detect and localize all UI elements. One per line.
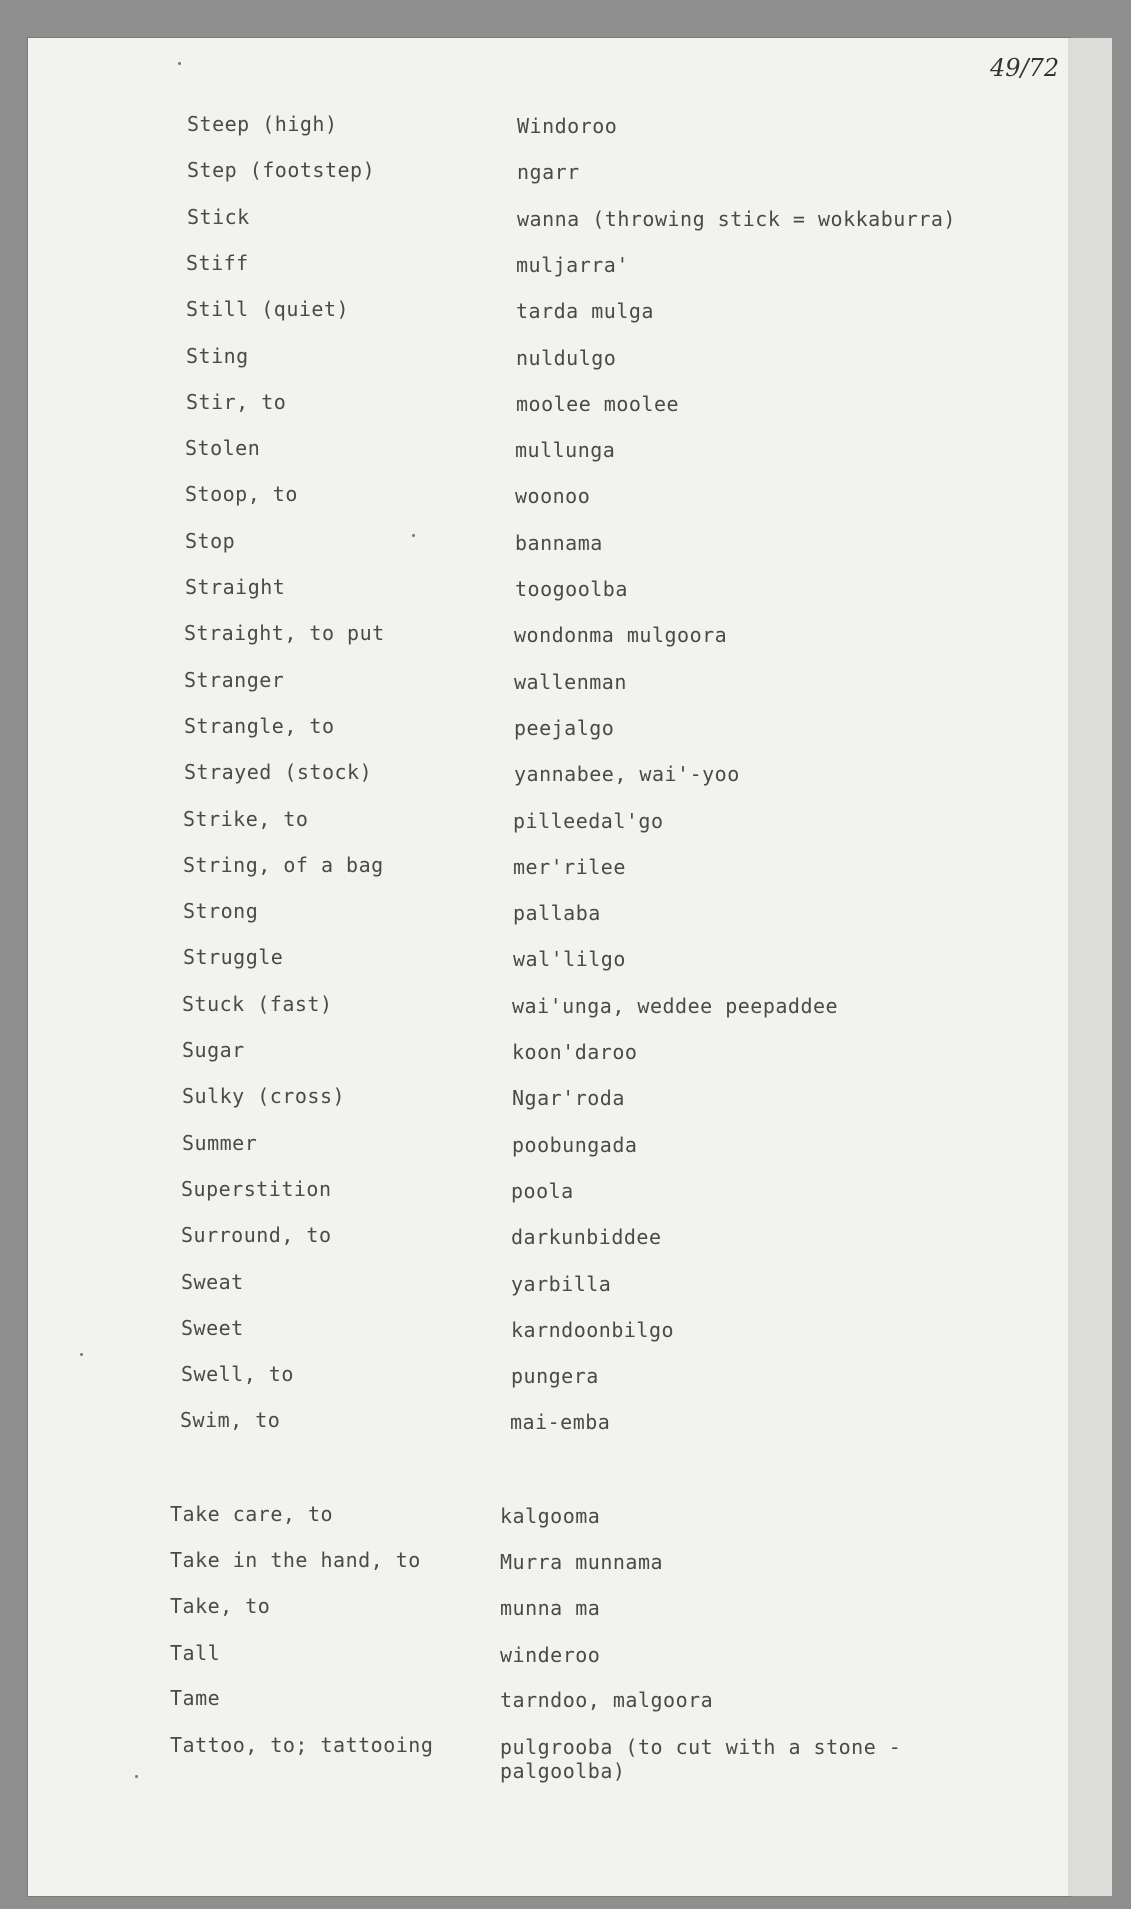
entry-definition: munna ma — [500, 1596, 601, 1620]
entry-term: Swell, to — [181, 1362, 294, 1386]
entry-term: Strayed (stock) — [184, 760, 373, 784]
entry-term: Step (footstep) — [187, 158, 376, 182]
entry-term: Strong — [183, 899, 259, 923]
entry-term: Strangle, to — [184, 714, 335, 738]
entry-term: Tame — [170, 1686, 221, 1710]
entry-term: Stick — [187, 205, 250, 229]
entry-definition: wal'lilgo — [513, 947, 626, 971]
entry-definition: toogoolba — [515, 577, 628, 601]
page-edge — [1068, 38, 1112, 1896]
page-number: 49/72 — [990, 54, 1060, 82]
entry-definition: koon'daroo — [512, 1040, 638, 1064]
entry-definition: wai'unga, weddee peepaddee — [512, 994, 839, 1018]
paper-speck — [178, 62, 181, 65]
entry-term: Strike, to — [183, 807, 309, 831]
entry-definition: muljarra' — [516, 253, 629, 277]
entry-term: Take in the hand, to — [170, 1548, 421, 1572]
entry-term: Still (quiet) — [186, 297, 350, 321]
entry-term: Take care, to — [170, 1502, 334, 1526]
entry-term: Steep (high) — [187, 112, 338, 136]
entry-definition: wanna (throwing stick = wokkaburra) — [517, 207, 956, 231]
entry-definition: ngarr — [517, 160, 580, 184]
entry-definition: tarda mulga — [516, 299, 654, 323]
entry-term: Summer — [182, 1131, 258, 1155]
entry-term: Stir, to — [186, 390, 287, 414]
entry-term: Stranger — [184, 668, 285, 692]
entry-definition: pilleedal'go — [513, 809, 664, 833]
entry-term: Stolen — [185, 436, 261, 460]
entry-definition: woonoo — [515, 484, 591, 508]
entry-definition: Ngar'roda — [512, 1086, 625, 1110]
entry-definition: karndoonbilgo — [511, 1318, 675, 1342]
entry-term: Sting — [186, 344, 249, 368]
entry-definition: poola — [511, 1179, 574, 1203]
entry-definition: nuldulgo — [516, 346, 617, 370]
entry-definition: wallenman — [514, 670, 627, 694]
paper-speck — [412, 534, 415, 537]
entry-definition: pungera — [511, 1364, 599, 1388]
entry-term: Sulky (cross) — [182, 1084, 346, 1108]
entry-term: Take, to — [170, 1594, 271, 1618]
entry-definition: peejalgo — [514, 716, 615, 740]
entry-definition: yannabee, wai'-yoo — [514, 762, 740, 786]
entry-definition: bannama — [515, 531, 603, 555]
entry-term: Sweat — [181, 1270, 244, 1294]
entry-term: Straight, to put — [184, 621, 385, 645]
entry-term: Tall — [170, 1641, 221, 1665]
entry-definition: poobungada — [512, 1133, 638, 1157]
entry-definition: pulgrooba (to cut with a stone - palgoolba) — [500, 1735, 902, 1783]
entry-term: Superstition — [181, 1177, 332, 1201]
entry-definition: tarndoo, malgoora — [500, 1688, 714, 1712]
entry-term: Stoop, to — [185, 482, 298, 506]
entry-term: Straight — [185, 575, 286, 599]
entry-term: Sugar — [182, 1038, 245, 1062]
entry-definition: mer'rilee — [513, 855, 626, 879]
paper-speck — [135, 1775, 138, 1778]
paper-speck — [80, 1353, 83, 1356]
entry-definition: Murra munnama — [500, 1550, 664, 1574]
entry-term: Struggle — [183, 945, 284, 969]
entry-definition: Windoroo — [517, 114, 618, 138]
entry-term: Tattoo, to; tattooing — [170, 1733, 434, 1757]
entry-definition: mai-emba — [510, 1410, 611, 1434]
entry-term: Stop — [185, 529, 236, 553]
entry-term: String, of a bag — [183, 853, 384, 877]
entry-term: Sweet — [181, 1316, 244, 1340]
entry-definition: kalgooma — [500, 1504, 601, 1528]
entry-definition: darkunbiddee — [511, 1225, 662, 1249]
entry-term: Stiff — [186, 251, 249, 275]
entry-term: Surround, to — [181, 1223, 332, 1247]
entry-term: Stuck (fast) — [182, 992, 333, 1016]
entry-term: Swim, to — [180, 1408, 281, 1432]
entry-definition: yarbilla — [511, 1272, 612, 1296]
entry-definition: mullunga — [515, 438, 616, 462]
entry-definition: moolee moolee — [516, 392, 680, 416]
entry-definition: pallaba — [513, 901, 601, 925]
entry-definition: winderoo — [500, 1643, 601, 1667]
entry-definition: wondonma mulgoora — [514, 623, 728, 647]
